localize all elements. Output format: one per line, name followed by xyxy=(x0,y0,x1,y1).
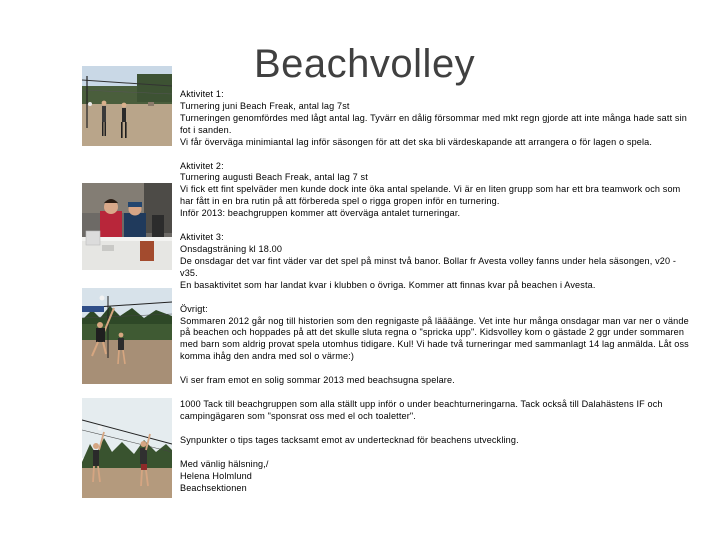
page-title: Beachvolley xyxy=(254,42,476,86)
thanks-paragraph xyxy=(180,399,695,423)
activity-2-text: Vi fick ett fint spelväder men kunde dock inte öka antal spelande. Vi är en liten grupp som har ett bra teamwork och som har fått in en bra rutin på att förbereda spel o rigga gropen inför en turnering. xyxy=(180,184,681,207)
outlook-text: Vi ser fram emot en solig sommar 2013 med beachsugna spelare. xyxy=(180,375,455,386)
photo-player-spike xyxy=(82,288,172,384)
activity-1-text: Turneringen genomfördes med lågt antal lag. Tyvärr en dålig försommar med mkt regn gjorde att inte många hade satt sin fot i sanden. xyxy=(180,112,687,135)
photo-beach-players xyxy=(82,66,172,146)
activity-1-title: Turnering juni Beach Freak, antal lag 7st xyxy=(180,100,350,111)
signature-block xyxy=(180,459,695,495)
feedback-text: Synpunkter o tips tages tacksamt emot av undertecknad för beachens utveckling. xyxy=(180,434,519,445)
thanks-text: 1000 Tack till beachgruppen som alla ställt upp inför o under beachturneringarna. Tack också till Dalahästens IF och campingägaren som "sponsrat oss med el och toaletter". xyxy=(180,399,663,421)
outlook-paragraph xyxy=(180,375,695,387)
activity-2-section xyxy=(180,161,695,221)
activity-3-heading: Aktivitet 3: xyxy=(180,232,224,243)
activity-2-note: Inför 2013: beachgruppen kommer att överväga antalet turneringar. xyxy=(180,208,461,219)
activity-3-title: Onsdagsträning kl 18.00 xyxy=(180,243,283,254)
activity-3-section xyxy=(180,232,695,292)
activity-1-heading: Aktivitet 1: xyxy=(180,89,224,99)
activity-2-title: Turnering augusti Beach Freak, antal lag 7 st xyxy=(180,172,368,183)
activity-3-note: En basaktivitet som har landat kvar i klubben o övriga. Kommer att finnas kvar på beachen i Avesta. xyxy=(180,279,596,290)
report-body xyxy=(180,89,695,506)
photo-organizers-table xyxy=(82,183,172,270)
feedback-paragraph xyxy=(180,435,695,447)
other-heading: Övrigt: xyxy=(180,303,208,314)
other-section xyxy=(180,304,695,364)
activity-2-heading: Aktivitet 2: xyxy=(180,160,224,171)
signature-greeting: Med vänlig hälsning,/ xyxy=(180,458,269,469)
signature-name: Helena Holmlund xyxy=(180,470,253,481)
activity-1-note: Vi får överväga minimiantal lag inför säsongen för att det ska bli värdeskapande att arrangera o för lagen o spela. xyxy=(180,136,653,147)
activity-1-section xyxy=(180,89,695,149)
photo-players-net xyxy=(82,398,172,498)
activity-3-text: De onsdagar det var fint väder var det spel på minst två banor. Bollar fr Avesta volley fanns under hela säsongen, v20 - v35. xyxy=(180,255,677,278)
signature-department: Beachsektionen xyxy=(180,482,247,493)
other-text: Sommaren 2012 går nog till historien som den regnigaste på läääänge. Vet inte hur många onsdagar man var ner o vände på beachen och hoppades på att det skulle sluta regna o "spricka upp". Kidsvolley kom o gästade 2 ggr under sommaren med barn som aldrig provat spela utomhus tidigare. Kul! Vi hade två turneringar med sammanlagt 14 lag anmälda. Låt oss komma ihåg den andra med sol o värme:) xyxy=(180,315,689,362)
